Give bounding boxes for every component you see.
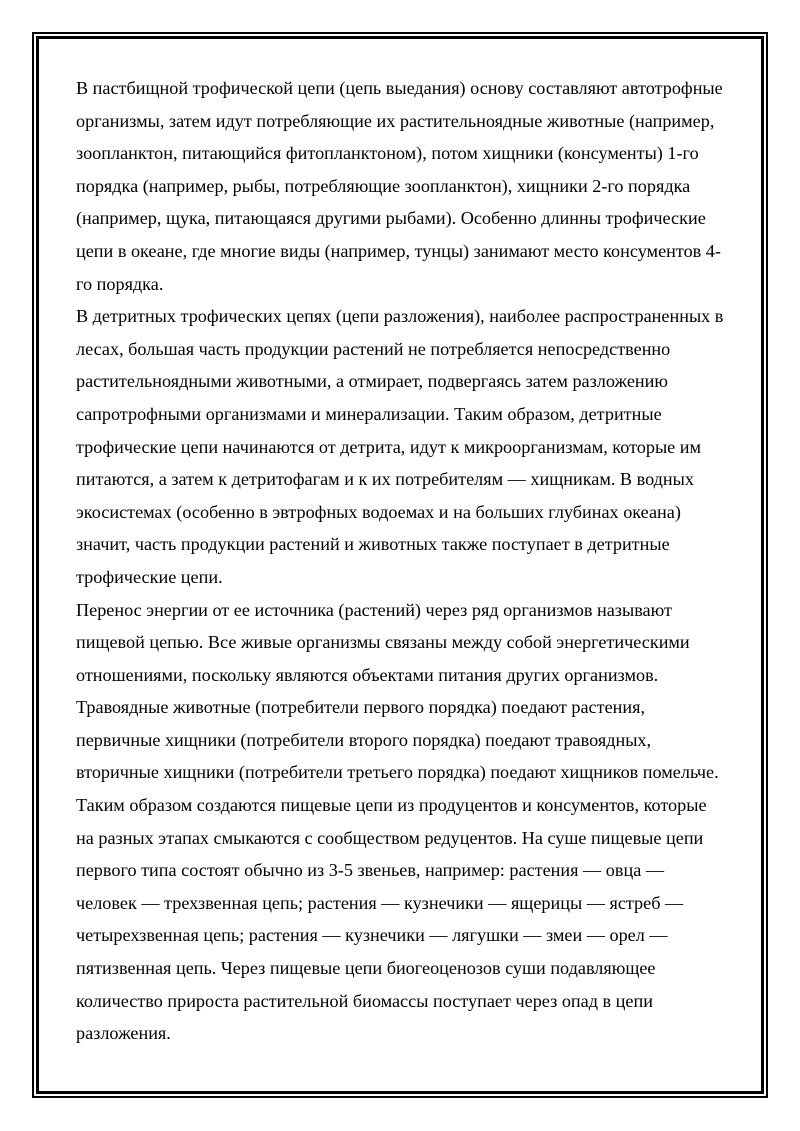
paragraph-food-chain: Перенос энергии от ее источника (растений) через ряд организмов называют пищевой цепью. Все живые организмы связаны между собой энергетическими отношениями, поскольку являются объектами питания других организмов. Травоядные животные (потребители первого порядка) поедают растения, первичные хищники (потребители второго порядка) поедают травоядных, вторичные хищники (потребители третьего порядка) поедают хищников помельче. Таким образом создаются пищевые цепи из продуцентов и консументов, которые на разных этапах смыкаются с сообществом редуцентов. На суше пищевые цепи первого типа состоят обычно из 3-5 звеньев, например: растения — овца — человек — трехзвенная цепь; растения — кузнечики — ящерицы — ястреб — четырехзвенная цепь; растения — кузнечики — лягушки — змеи — орел — пятизвенная цепь. Через пищевые цепи биогеоценозов суши подавляющее количество прироста растительной биомассы поступает через опад в цепи разложения.: [76, 599, 719, 1044]
paragraph-detrital-chain: В детритных трофических цепях (цепи разложения), наиболее распространенных в лесах, большая часть продукции растений не потребляется непосредственно растительноядными животными, а отмирает, подвергаясь затем разложению сапротрофными организмами и минерализации. Таким образом, детритные трофические цепи начинаются от детрита, идут к микроорганизмам, которые им питаются, а затем к детритофагам и к их потребителям — хищникам. В водных экосистемах (особенно в эвтрофных водоемах и на больших глубинах океана) значит, часть продукции растений и животных также поступает в детритные трофические цепи.: [76, 306, 724, 587]
document-body: [76, 72, 724, 1050]
paragraph-grazing-chain: В пастбищной трофической цепи (цепь выедания) основу составляют автотрофные организмы, затем идут потребляющие их растительноядные животные (например, зоопланктон, питающийся фитопланктоном), потом хищники (консументы) 1-го порядка (например, рыбы, потребляющие зоопланктон), хищники 2-го порядка (например, щука, питающаяся другими рыбами). Особенно длинны трофические цепи в океане, где многие виды (например, тунцы) занимают место консументов 4-го порядка.: [76, 78, 723, 294]
